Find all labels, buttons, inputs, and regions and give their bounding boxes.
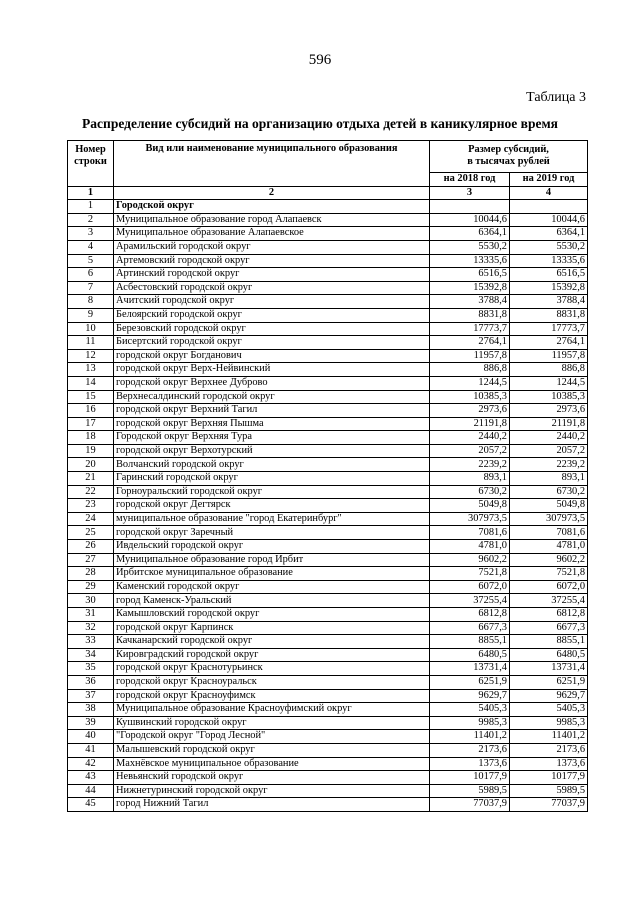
row-number: 34	[68, 648, 114, 662]
value-2018: 10385,3	[430, 390, 510, 404]
value-2019: 9629,7	[510, 689, 588, 703]
table-row	[68, 703, 588, 717]
municipality-name: Горноуральский городской округ	[114, 485, 430, 499]
municipality-name: Бисертский городской округ	[114, 336, 430, 350]
value-2018: 2973,6	[430, 404, 510, 418]
value-2018: 6812,8	[430, 608, 510, 622]
row-number: 23	[68, 499, 114, 513]
municipality-name: Махнёвское муниципальное образование	[114, 757, 430, 771]
group-row	[68, 200, 588, 214]
value-2019: 13731,4	[510, 662, 588, 676]
table-row	[68, 417, 588, 431]
value-2018: 7521,8	[430, 567, 510, 581]
table-row	[68, 390, 588, 404]
table-row	[68, 295, 588, 309]
row-number: 43	[68, 771, 114, 785]
table-row	[68, 757, 588, 771]
value-2018: 307973,5	[430, 512, 510, 526]
header-year-2019: на 2019 год	[510, 173, 588, 187]
value-2019: 6677,3	[510, 621, 588, 635]
header-row-number	[68, 141, 114, 187]
municipality-name: муниципальное образование "город Екатеринбург"	[114, 512, 430, 526]
row-number: 13	[68, 363, 114, 377]
header-row-number-line2: строки	[74, 155, 107, 167]
value-2018: 6516,5	[430, 268, 510, 282]
municipality-name: Камышловский городской округ	[114, 608, 430, 622]
table-row	[68, 798, 588, 812]
value-2019: 5989,5	[510, 784, 588, 798]
municipality-name: "Городской округ "Город Лесной"	[114, 730, 430, 744]
value-2019: 6251,9	[510, 675, 588, 689]
value-2019: 7081,6	[510, 526, 588, 540]
value-2019: 886,8	[510, 363, 588, 377]
municipality-name: городской округ Красноуральск	[114, 675, 430, 689]
row-number: 45	[68, 798, 114, 812]
value-2019: 1244,5	[510, 376, 588, 390]
table-row	[68, 308, 588, 322]
row-number: 30	[68, 594, 114, 608]
row-number: 17	[68, 417, 114, 431]
municipality-name: Ачитский городской округ	[114, 295, 430, 309]
value-2018: 4781,0	[430, 540, 510, 554]
row-number: 38	[68, 703, 114, 717]
row-number: 15	[68, 390, 114, 404]
row-number: 11	[68, 336, 114, 350]
row-number: 29	[68, 580, 114, 594]
municipality-name: Волчанский городской округ	[114, 458, 430, 472]
value-2019: 893,1	[510, 472, 588, 486]
row-number: 42	[68, 757, 114, 771]
row-number: 8	[68, 295, 114, 309]
header-size-line2: в тысячах рублей	[467, 155, 550, 167]
table-row	[68, 444, 588, 458]
value-2018: 1244,5	[430, 376, 510, 390]
table-row	[68, 662, 588, 676]
table-row	[68, 553, 588, 567]
table-row	[68, 580, 588, 594]
value-2018: 2440,2	[430, 431, 510, 445]
value-2019: 6480,5	[510, 648, 588, 662]
table-row	[68, 648, 588, 662]
value-2018: 13731,4	[430, 662, 510, 676]
value-2018: 77037,9	[430, 798, 510, 812]
value-2018: 1373,6	[430, 757, 510, 771]
municipality-name: Муниципальное образование Красноуфимский округ	[114, 703, 430, 717]
row-number: 18	[68, 431, 114, 445]
row-number: 12	[68, 349, 114, 363]
value-2018: 6480,5	[430, 648, 510, 662]
table-row	[68, 472, 588, 486]
header-row-number-line1: Номер	[75, 144, 106, 155]
header-name: Вид или наименование муниципального образования	[114, 141, 430, 187]
value-2018: 8855,1	[430, 635, 510, 649]
value-2018: 9629,7	[430, 689, 510, 703]
row-number: 10	[68, 322, 114, 336]
row-number: 7	[68, 281, 114, 295]
value-2018: 5530,2	[430, 240, 510, 254]
row-number: 20	[68, 458, 114, 472]
municipality-name: Муниципальное образование город Алапаевск	[114, 213, 430, 227]
document-title: Распределение субсидий на организацию отдыха детей в каникулярное время	[82, 116, 558, 131]
municipality-name: Ирбитское муниципальное образование	[114, 567, 430, 581]
value-2018: 11401,2	[430, 730, 510, 744]
municipality-name: Ивдельский городской округ	[114, 540, 430, 554]
municipality-name: городской округ Верх-Нейвинский	[114, 363, 430, 377]
table-row	[68, 268, 588, 282]
value-2018: 2239,2	[430, 458, 510, 472]
table-row	[68, 227, 588, 241]
subsidies-table	[67, 140, 588, 812]
value-2019: 9602,2	[510, 553, 588, 567]
row-number: 21	[68, 472, 114, 486]
table-row	[68, 376, 588, 390]
value-2018: 5989,5	[430, 784, 510, 798]
value-2018: 2173,6	[430, 743, 510, 757]
table-row	[68, 240, 588, 254]
table-row	[68, 540, 588, 554]
value-2019: 2973,6	[510, 404, 588, 418]
value-2019: 1373,6	[510, 757, 588, 771]
row-number: 33	[68, 635, 114, 649]
value-2018: 6251,9	[430, 675, 510, 689]
value-2018: 9985,3	[430, 716, 510, 730]
value-2018: 21191,8	[430, 417, 510, 431]
value-2018	[430, 200, 510, 214]
value-2019: 11957,8	[510, 349, 588, 363]
municipality-name: Муниципальное образование город Ирбит	[114, 553, 430, 567]
header-size-line1: Размер субсидий,	[468, 144, 549, 155]
value-2018: 893,1	[430, 472, 510, 486]
table-row	[68, 675, 588, 689]
row-number: 2	[68, 213, 114, 227]
row-number: 22	[68, 485, 114, 499]
value-2019: 8855,1	[510, 635, 588, 649]
value-2019: 2764,1	[510, 336, 588, 350]
table-label: Таблица 3	[526, 90, 586, 105]
municipality-name: Верхнесалдинский городской округ	[114, 390, 430, 404]
municipality-name: Арамильский городской округ	[114, 240, 430, 254]
value-2018: 6677,3	[430, 621, 510, 635]
table-row	[68, 281, 588, 295]
value-2018: 11957,8	[430, 349, 510, 363]
group-name: Городской округ	[114, 200, 430, 214]
municipality-name: Городской округ Верхняя Тура	[114, 431, 430, 445]
table-row	[68, 431, 588, 445]
value-2018: 6730,2	[430, 485, 510, 499]
table-row	[68, 784, 588, 798]
value-2019: 10385,3	[510, 390, 588, 404]
table-row	[68, 213, 588, 227]
row-number: 16	[68, 404, 114, 418]
municipality-name: Качканарский городской округ	[114, 635, 430, 649]
table-row	[68, 621, 588, 635]
municipality-name: Березовский городской округ	[114, 322, 430, 336]
row-number: 28	[68, 567, 114, 581]
municipality-name: городской округ Заречный	[114, 526, 430, 540]
value-2019: 10044,6	[510, 213, 588, 227]
row-number: 41	[68, 743, 114, 757]
row-number: 35	[68, 662, 114, 676]
municipality-name: городской округ Верхняя Пышма	[114, 417, 430, 431]
value-2019: 11401,2	[510, 730, 588, 744]
value-2018: 10177,9	[430, 771, 510, 785]
row-number: 6	[68, 268, 114, 282]
municipality-name: город Нижний Тагил	[114, 798, 430, 812]
municipality-name: Нижнетуринский городской округ	[114, 784, 430, 798]
municipality-name: Муниципальное образование Алапаевское	[114, 227, 430, 241]
table-row	[68, 689, 588, 703]
municipality-name: Каменский городской округ	[114, 580, 430, 594]
row-number: 39	[68, 716, 114, 730]
header-row	[68, 141, 588, 173]
value-2019: 15392,8	[510, 281, 588, 295]
municipality-name: городской округ Карпинск	[114, 621, 430, 635]
row-number: 5	[68, 254, 114, 268]
table-row	[68, 635, 588, 649]
municipality-name: городской округ Краснотурьинск	[114, 662, 430, 676]
value-2019: 17773,7	[510, 322, 588, 336]
value-2019: 21191,8	[510, 417, 588, 431]
municipality-name: Малышевский городской округ	[114, 743, 430, 757]
value-2019: 5049,8	[510, 499, 588, 513]
value-2018: 886,8	[430, 363, 510, 377]
table-row	[68, 594, 588, 608]
value-2019: 2440,2	[510, 431, 588, 445]
municipality-name: Асбестовский городской округ	[114, 281, 430, 295]
table-row	[68, 567, 588, 581]
value-2018: 10044,6	[430, 213, 510, 227]
municipality-name: Невьянский городской округ	[114, 771, 430, 785]
value-2018: 7081,6	[430, 526, 510, 540]
value-2019: 37255,4	[510, 594, 588, 608]
value-2019: 10177,9	[510, 771, 588, 785]
municipality-name: Кировградский городской округ	[114, 648, 430, 662]
municipality-name: городской округ Богданович	[114, 349, 430, 363]
table-row	[68, 526, 588, 540]
value-2019: 2057,2	[510, 444, 588, 458]
municipality-name: Артинский городской округ	[114, 268, 430, 282]
row-number: 32	[68, 621, 114, 635]
value-2018: 17773,7	[430, 322, 510, 336]
value-2018: 6364,1	[430, 227, 510, 241]
value-2019: 13335,6	[510, 254, 588, 268]
header-size	[430, 141, 588, 173]
value-2018: 15392,8	[430, 281, 510, 295]
table-row	[68, 499, 588, 513]
value-2019: 2239,2	[510, 458, 588, 472]
row-number: 4	[68, 240, 114, 254]
table-row	[68, 512, 588, 526]
value-2018: 3788,4	[430, 295, 510, 309]
table-row	[68, 254, 588, 268]
table-row	[68, 743, 588, 757]
value-2019: 9985,3	[510, 716, 588, 730]
value-2018: 5049,8	[430, 499, 510, 513]
value-2019: 5530,2	[510, 240, 588, 254]
row-number: 24	[68, 512, 114, 526]
value-2018: 2764,1	[430, 336, 510, 350]
value-2019: 3788,4	[510, 295, 588, 309]
row-number: 26	[68, 540, 114, 554]
municipality-name: Артемовский городской округ	[114, 254, 430, 268]
value-2018: 37255,4	[430, 594, 510, 608]
column-number: 1	[68, 186, 114, 200]
municipality-name: городской округ Дегтярск	[114, 499, 430, 513]
value-2018: 2057,2	[430, 444, 510, 458]
table-row	[68, 608, 588, 622]
municipality-name: городской округ Красноуфимск	[114, 689, 430, 703]
municipality-name: Гаринский городской округ	[114, 472, 430, 486]
municipality-name: городской округ Верхнее Дуброво	[114, 376, 430, 390]
value-2019: 6516,5	[510, 268, 588, 282]
value-2018: 8831,8	[430, 308, 510, 322]
column-number: 2	[114, 186, 430, 200]
value-2019: 6812,8	[510, 608, 588, 622]
value-2019: 307973,5	[510, 512, 588, 526]
municipality-name: Белоярский городской округ	[114, 308, 430, 322]
row-number: 27	[68, 553, 114, 567]
row-number: 36	[68, 675, 114, 689]
row-number: 44	[68, 784, 114, 798]
table-row	[68, 716, 588, 730]
column-number: 3	[430, 186, 510, 200]
row-number: 25	[68, 526, 114, 540]
value-2019: 5405,3	[510, 703, 588, 717]
table-row	[68, 771, 588, 785]
value-2019: 6364,1	[510, 227, 588, 241]
table-row	[68, 336, 588, 350]
table-row	[68, 322, 588, 336]
value-2018: 5405,3	[430, 703, 510, 717]
table-row	[68, 458, 588, 472]
header-year-2018: на 2018 год	[430, 173, 510, 187]
value-2019	[510, 200, 588, 214]
row-number: 9	[68, 308, 114, 322]
value-2018: 13335,6	[430, 254, 510, 268]
value-2019: 6730,2	[510, 485, 588, 499]
value-2018: 6072,0	[430, 580, 510, 594]
municipality-name: Кушвинский городской округ	[114, 716, 430, 730]
value-2019: 77037,9	[510, 798, 588, 812]
value-2019: 7521,8	[510, 567, 588, 581]
column-number: 4	[510, 186, 588, 200]
value-2019: 4781,0	[510, 540, 588, 554]
table-row	[68, 349, 588, 363]
municipality-name: городской округ Верхний Тагил	[114, 404, 430, 418]
value-2019: 8831,8	[510, 308, 588, 322]
value-2019: 6072,0	[510, 580, 588, 594]
value-2018: 9602,2	[430, 553, 510, 567]
row-number: 37	[68, 689, 114, 703]
row-number: 19	[68, 444, 114, 458]
table-row	[68, 485, 588, 499]
table-row	[68, 730, 588, 744]
table-row	[68, 404, 588, 418]
row-number: 1	[68, 200, 114, 214]
row-number: 40	[68, 730, 114, 744]
value-2019: 2173,6	[510, 743, 588, 757]
column-numbers-row	[68, 186, 588, 200]
row-number: 31	[68, 608, 114, 622]
table-row	[68, 363, 588, 377]
row-number: 14	[68, 376, 114, 390]
municipality-name: город Каменск-Уральский	[114, 594, 430, 608]
municipality-name: городской округ Верхотурский	[114, 444, 430, 458]
page-number: 596	[308, 52, 332, 68]
row-number: 3	[68, 227, 114, 241]
